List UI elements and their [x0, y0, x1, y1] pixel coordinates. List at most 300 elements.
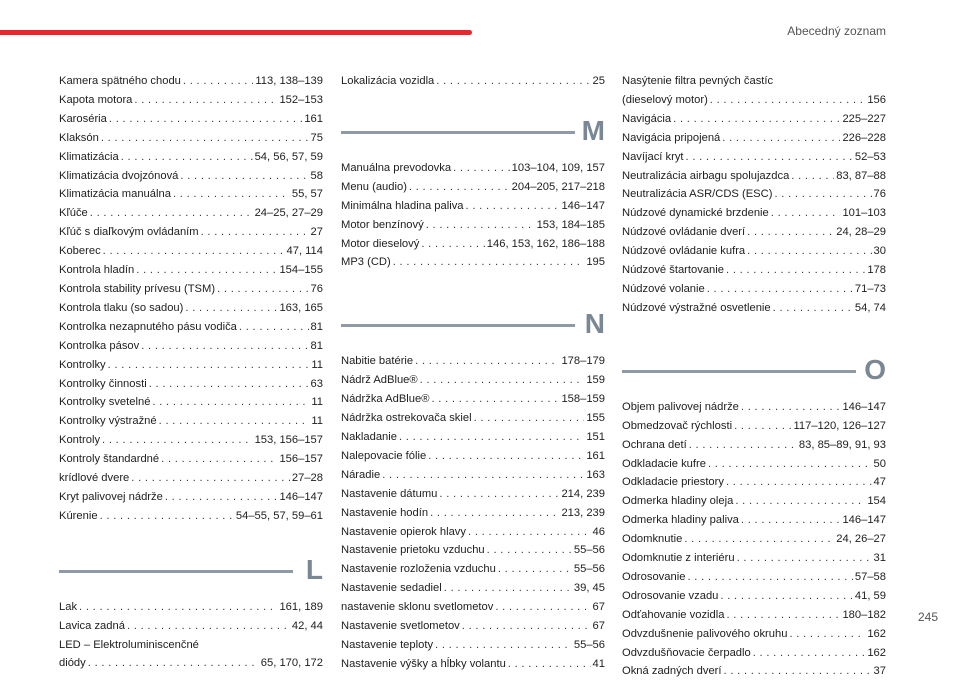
entry-term: Kapota motora [59, 93, 133, 106]
entry-term: Núdzové ovládanie kufra [622, 245, 746, 258]
entry-pages: 195 [586, 256, 605, 269]
index-entry-wrap-line: LED – Elektroluminiscenčné [59, 638, 199, 651]
index-entry [59, 375, 323, 394]
index-entry [341, 235, 605, 254]
index-entry [622, 568, 886, 587]
entry-term: Kontrola tlaku (so sadou) [59, 301, 184, 314]
entry-pages: 158–159 [561, 393, 605, 406]
entry-pages: 225–227 [842, 112, 886, 125]
leader-dots [428, 447, 584, 466]
entry-list [622, 110, 886, 318]
index-entry [622, 223, 886, 242]
leader-dots [466, 197, 560, 216]
top-accent-bar [0, 30, 472, 35]
entry-term: krídlové dvere [59, 472, 130, 485]
index-entry [622, 644, 886, 663]
leader-dots [185, 299, 277, 318]
entry-pages: 152–153 [279, 93, 323, 106]
entry-term: Obmedzovač rýchlosti [622, 419, 733, 432]
leader-dots [421, 235, 484, 254]
index-column-2 [341, 72, 605, 674]
entry-pages: 103–104, 109, 157 [511, 161, 605, 174]
leader-dots [149, 375, 309, 394]
leader-dots [508, 655, 591, 674]
entry-term: Klaksón [59, 131, 99, 144]
entry-pages: 57–58 [854, 570, 886, 583]
leader-dots [108, 356, 310, 375]
leader-dots [720, 587, 852, 606]
entry-pages: 153, 156–157 [254, 434, 323, 447]
index-entry [622, 91, 886, 110]
index-entry [59, 488, 323, 507]
index-entry [622, 587, 886, 606]
index-entry [622, 492, 886, 511]
leader-dots [747, 242, 871, 261]
index-entry [622, 110, 886, 129]
index-entry [341, 216, 605, 235]
index-entry [59, 469, 323, 488]
index-entry [341, 466, 605, 485]
index-entry [341, 253, 605, 272]
entry-pages: 39, 45 [573, 582, 605, 595]
leader-dots [487, 541, 572, 560]
entry-pages: 146–147 [561, 199, 605, 212]
entry-term: nastavenie sklonu svetlometov [341, 601, 494, 614]
index-entry [622, 455, 886, 474]
leader-dots [453, 159, 510, 178]
entry-pages: 155 [586, 412, 605, 425]
entry-pages: 213, 239 [561, 506, 605, 519]
leader-dots [430, 504, 559, 523]
leader-dots [382, 466, 584, 485]
section-letter: O [864, 353, 886, 385]
entry-pages: 161 [304, 112, 323, 125]
entry-pages: 146–147 [279, 490, 323, 503]
index-entry [59, 431, 323, 450]
leader-dots [201, 223, 309, 242]
entry-pages: 30 [873, 245, 886, 258]
entry-term: Núdzové štartovanie [622, 264, 724, 277]
leader-dots [774, 185, 871, 204]
entry-pages: 117–120, 126–127 [793, 419, 886, 432]
section-header-n [341, 302, 605, 344]
index-entry [59, 393, 323, 412]
entry-pages: 159 [586, 374, 605, 387]
entry-term: Nádrž AdBlue® [341, 374, 418, 387]
entry-pages: 11 [311, 396, 323, 409]
entry-term: Nastavenie hodín [341, 506, 429, 519]
entry-pages: 50 [873, 457, 886, 470]
index-entry [341, 617, 605, 636]
index-entry [341, 197, 605, 216]
leader-dots [90, 204, 253, 223]
index-entry [622, 530, 886, 549]
entry-term: Odkladacie priestory [622, 476, 724, 489]
entry-term: Lavica zadná [59, 619, 125, 632]
entry-pages: 65, 170, 172 [260, 657, 323, 670]
entry-term: Nastavenie sedadiel [341, 582, 442, 595]
entry-term: Nastavenie svetlometov [341, 620, 460, 633]
index-entry [622, 280, 886, 299]
entry-pages: 24, 26–27 [836, 533, 886, 546]
leader-dots [773, 299, 853, 318]
index-entry [341, 72, 605, 91]
entry-term: Kľúč s diaľkovým ovládaním [59, 226, 199, 239]
index-entry [59, 617, 323, 636]
entry-pages: 47, 114 [286, 245, 323, 258]
leader-dots [393, 253, 585, 272]
section-rule [341, 131, 575, 134]
index-entry [622, 299, 886, 318]
page-number: 245 [917, 610, 938, 624]
entry-term: Manuálna prevodovka [341, 161, 452, 174]
leader-dots [689, 436, 797, 455]
leader-dots [436, 72, 590, 91]
entry-pages: 76 [310, 282, 323, 295]
entry-pages: 25 [592, 75, 605, 87]
entry-term: Nabitie batérie [341, 355, 414, 368]
entry-term: Nastavenie prietoku vzduchu [341, 544, 485, 557]
entry-pages: 24–25, 27–29 [254, 207, 323, 220]
entry-pages: 113, 138–139 [255, 75, 323, 87]
entry-pages: 55, 57 [291, 188, 323, 201]
entry-term: Klimatizácia dvojzónová [59, 169, 179, 182]
entry-term: Koberec [59, 245, 101, 258]
entry-pages: 214, 239 [561, 487, 605, 500]
leader-dots [415, 352, 559, 371]
entry-term: Kontrolky [59, 358, 106, 371]
entry-pages: 67 [592, 601, 605, 614]
leader-dots [747, 223, 834, 242]
index-entry [341, 523, 605, 542]
entry-pages: 151 [586, 430, 605, 443]
index-entry [622, 511, 886, 530]
entry-pages: 162 [867, 627, 886, 640]
entry-term: MP3 (CD) [341, 256, 391, 269]
entry-term: Minimálna hladina paliva [341, 199, 464, 212]
index-entry [622, 662, 886, 681]
index-entry [341, 579, 605, 598]
entry-term: Neutralizácia ASR/CDS (ESC) [622, 188, 773, 201]
entry-term: Nalepovacie fólie [341, 449, 427, 462]
index-entry [341, 409, 605, 428]
entry-term: Núdzové volanie [622, 282, 705, 295]
leader-dots [102, 431, 253, 450]
entry-pages: 161 [586, 449, 605, 462]
entry-pages: 180–182 [842, 608, 886, 621]
entry-list [622, 398, 886, 681]
leader-dots [724, 662, 872, 681]
leader-dots [468, 523, 591, 542]
section-header-o [622, 348, 886, 390]
entry-term: Núdzové ovládanie dverí [622, 226, 746, 239]
index-entry [622, 148, 886, 167]
index-entry [341, 352, 605, 371]
leader-dots [109, 110, 302, 129]
entry-term: Kryt palivovej nádrže [59, 490, 163, 503]
leader-dots [217, 280, 308, 299]
entry-term: Kontrolka pásov [59, 339, 140, 352]
leader-dots [134, 91, 277, 110]
leader-dots [673, 110, 840, 129]
leader-dots [131, 469, 290, 488]
leader-dots [735, 492, 865, 511]
index-entry [622, 129, 886, 148]
index-entry [622, 473, 886, 492]
entry-term: Núdzové výstražné osvetlenie [622, 301, 771, 314]
entry-term: Kontroly štandardné [59, 453, 160, 466]
index-entry [59, 299, 323, 318]
leader-dots [173, 185, 290, 204]
entry-term: Kontroly [59, 434, 101, 447]
entry-pages: 154 [867, 495, 886, 508]
index-entry [622, 204, 886, 223]
leader-dots [737, 549, 872, 568]
entry-term: Núdzové dynamické brzdenie [622, 207, 769, 220]
entry-term: Kontrolky výstražné [59, 415, 157, 428]
entry-pages: 83, 85–89, 91, 93 [798, 438, 886, 451]
entry-term: Kontrola stability prívesu (TSM) [59, 282, 216, 295]
entry-term: Menu (audio) [341, 180, 407, 193]
entry-list [341, 352, 605, 673]
leader-dots [183, 72, 253, 91]
index-entry [622, 398, 886, 417]
entry-term: Motor benzínový [341, 218, 424, 231]
leader-dots [136, 261, 277, 280]
leader-dots [495, 598, 590, 617]
entry-term: Nastavenie rozloženia vzduchu [341, 563, 496, 576]
leader-dots [684, 530, 834, 549]
entry-pages: 54–55, 57, 59–61 [235, 509, 323, 522]
entry-pages: 46 [592, 525, 605, 538]
leader-dots [707, 280, 853, 299]
entry-term: Kontrola hladín [59, 264, 135, 277]
entry-term: Kontrolka nezapnutého pásu vodiča [59, 320, 237, 333]
leader-dots [88, 654, 259, 673]
entry-pages: 42, 44 [291, 619, 323, 632]
entry-list [59, 598, 323, 636]
entry-term: Karoséria [59, 112, 107, 125]
index-entry [341, 447, 605, 466]
entry-pages: 54, 74 [854, 301, 886, 314]
index-column-1 [59, 72, 323, 673]
entry-term: Motor dieselový [341, 237, 420, 250]
leader-dots [474, 409, 585, 428]
entry-pages: 146, 153, 162, 186–188 [486, 237, 605, 250]
leader-dots [100, 507, 234, 526]
entry-term: Odomknutie [622, 533, 683, 546]
index-entry [622, 417, 886, 436]
leader-dots [726, 606, 840, 625]
index-entry [59, 204, 323, 223]
index-entry [341, 371, 605, 390]
entry-term: Neutralizácia airbagu spolujazdca [622, 169, 790, 182]
index-entry [341, 541, 605, 560]
index-entry [622, 625, 886, 644]
entry-term: Odvzdušňovacie čerpadlo [622, 646, 751, 659]
leader-dots [708, 455, 872, 474]
entry-pages: 37 [873, 665, 886, 678]
entry-list [341, 72, 605, 91]
entry-pages: 156 [867, 93, 886, 106]
entry-list [341, 159, 605, 272]
entry-term: Navigácia pripojená [622, 131, 721, 144]
index-entry [622, 242, 886, 261]
entry-pages: 54, 56, 57, 59 [254, 150, 323, 163]
entry-term: Odrosovanie [622, 570, 686, 583]
entry-pages: 156–157 [279, 453, 323, 466]
index-entry [59, 654, 323, 673]
entry-pages: 204–205, 217–218 [511, 180, 605, 193]
leader-dots [726, 261, 865, 280]
entry-pages: 41, 59 [854, 589, 886, 602]
leader-dots [741, 398, 841, 417]
leader-dots [127, 617, 290, 636]
index-entry [59, 318, 323, 337]
index-entry [59, 91, 323, 110]
entry-pages: 47 [873, 476, 886, 489]
entry-pages: 81 [310, 339, 323, 352]
entry-pages: 11 [311, 415, 323, 428]
entry-term: Odmerka hladiny oleja [622, 495, 734, 508]
leader-dots [161, 450, 277, 469]
entry-pages: 27–28 [291, 472, 323, 485]
entry-term: Náradie [341, 468, 381, 481]
index-entry [59, 450, 323, 469]
leader-dots [121, 148, 253, 167]
index-column-3 [622, 72, 886, 681]
entry-term: Nakladanie [341, 430, 397, 443]
entry-term: Lokalizácia vozidla [341, 75, 435, 87]
index-entry [59, 337, 323, 356]
entry-pages: 146–147 [842, 514, 886, 527]
entry-term: Nádržka ostrekovača skiel [341, 412, 472, 425]
leader-dots [409, 178, 510, 197]
entry-term: Nádržka AdBlue® [341, 393, 430, 406]
index-entry [59, 242, 323, 261]
entry-pages: 163, 165 [279, 301, 323, 314]
leader-dots [431, 390, 559, 409]
index-entry [59, 148, 323, 167]
entry-term: Kontrolky činnosti [59, 377, 147, 390]
index-entry [341, 598, 605, 617]
entry-list [59, 72, 323, 526]
entry-pages: 83, 87–88 [836, 169, 886, 182]
index-entry [341, 636, 605, 655]
entry-pages: 52–53 [854, 150, 886, 163]
leader-dots [141, 337, 308, 356]
entry-term: Odťahovanie vozidla [622, 608, 725, 621]
entry-pages: 163 [586, 468, 605, 481]
section-letter: N [584, 308, 605, 340]
entry-term: Odrosovanie vzadu [622, 589, 719, 602]
index-entry [59, 412, 323, 431]
index-entry [341, 159, 605, 178]
index-entry [59, 167, 323, 186]
entry-term: diódy [59, 657, 86, 670]
section-header-l [59, 548, 323, 590]
entry-term: Klimatizácia [59, 150, 119, 163]
entry-term: Odvzdušnenie palivového okruhu [622, 627, 788, 640]
entry-pages: 178–179 [561, 355, 605, 368]
entry-pages: 27 [310, 226, 323, 239]
index-entry [59, 507, 323, 526]
entry-term: Lak [59, 600, 78, 613]
index-entry [341, 504, 605, 523]
entry-term: Kamera spätného chodu [59, 75, 181, 87]
leader-dots [103, 242, 285, 261]
entry-term: Kontrolky svetelné [59, 396, 151, 409]
entry-pages: 76 [873, 188, 886, 201]
index-entry [341, 655, 605, 674]
entry-term: Odomknutie z interiéru [622, 552, 735, 565]
index-entry [622, 185, 886, 204]
entry-pages: 11 [311, 358, 323, 371]
index-entry [59, 110, 323, 129]
leader-dots [722, 129, 840, 148]
leader-dots [239, 318, 309, 337]
entry-pages: 31 [873, 552, 886, 565]
entry-pages: 71–73 [854, 282, 886, 295]
index-entry [59, 598, 323, 617]
leader-dots [686, 148, 853, 167]
entry-pages: 146–147 [842, 400, 886, 413]
leader-dots [180, 167, 308, 186]
entry-term: Kľúče [59, 207, 88, 220]
leader-dots [710, 91, 866, 110]
entry-term: Klimatizácia manuálna [59, 188, 171, 201]
entry-term: Nastavenie opierok hlavy [341, 525, 466, 538]
leader-dots [420, 371, 585, 390]
entry-pages: 153, 184–185 [536, 218, 605, 231]
entry-pages: 81 [310, 320, 323, 333]
leader-dots [791, 167, 834, 186]
index-entry [59, 356, 323, 375]
leader-dots [79, 598, 277, 617]
entry-term: Okná zadných dverí [622, 665, 722, 678]
leader-dots [444, 579, 572, 598]
entry-pages: 41 [592, 657, 605, 670]
entry-pages: 63 [310, 377, 323, 390]
leader-dots [101, 129, 309, 148]
index-entry [341, 390, 605, 409]
entry-pages: 162 [867, 646, 886, 659]
leader-dots [399, 428, 584, 447]
entry-term: Odkladacie kufre [622, 457, 706, 470]
header-title: Abecedný zoznam [787, 24, 886, 38]
leader-dots [152, 393, 309, 412]
index-entry [59, 280, 323, 299]
entry-term: Ochrana detí [622, 438, 687, 451]
leader-dots [753, 644, 866, 663]
entry-term: Navigácia [622, 112, 672, 125]
entry-pages: 55–56 [573, 563, 605, 576]
index-entry [59, 185, 323, 204]
leader-dots [439, 485, 559, 504]
entry-term: Odmerka hladiny paliva [622, 514, 739, 527]
index-entry-wrap-line: Nasýtenie filtra pevných častíc [622, 75, 774, 87]
index-entry [622, 261, 886, 280]
leader-dots [426, 216, 535, 235]
index-entry [341, 485, 605, 504]
entry-pages: 55–56 [573, 544, 605, 557]
entry-term: Navíjací kryt [622, 150, 684, 163]
entry-pages: 67 [592, 620, 605, 633]
section-rule [341, 324, 575, 327]
index-entry [622, 549, 886, 568]
section-letter: L [305, 553, 323, 585]
section-rule [59, 570, 293, 573]
